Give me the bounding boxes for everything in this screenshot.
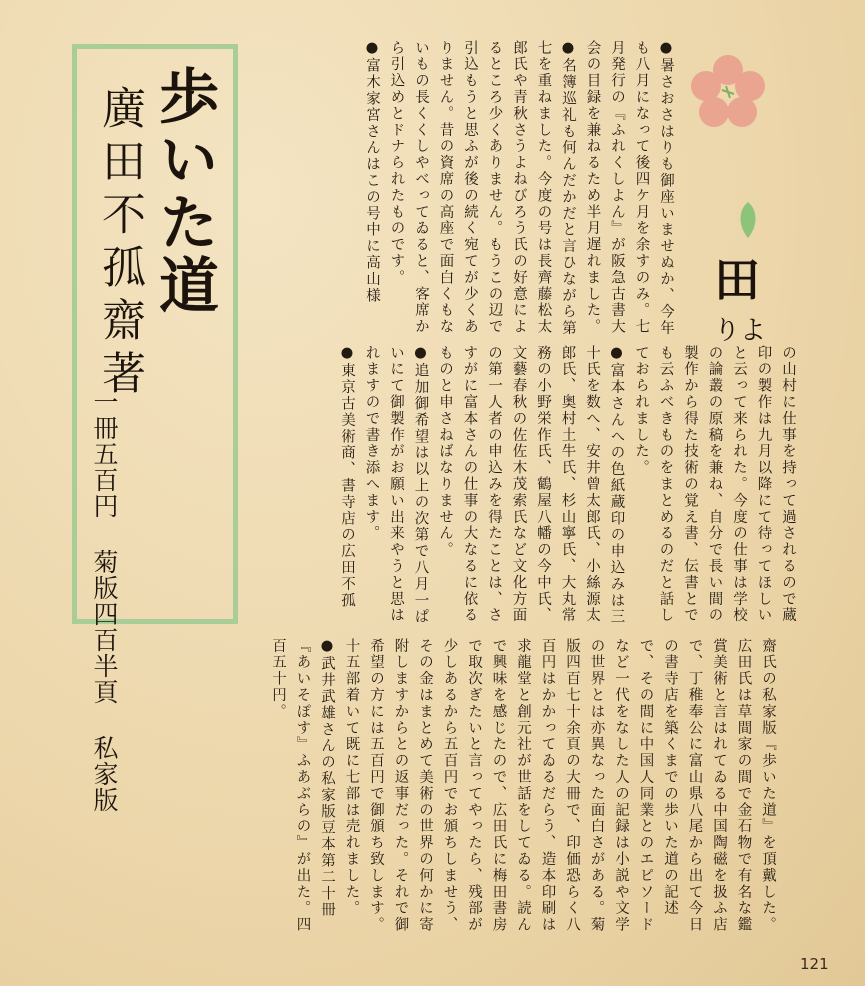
paragraph-bottom: [180, 638, 780, 938]
paragraph-9: ●武井武雄さんの私家版豆本第二十冊『あいそぽす』ふあぶらの』が出た。四百五十円。: [270, 638, 335, 934]
book-ad-frame: [72, 44, 238, 813]
paragraph-middle: [270, 345, 800, 635]
paragraph-5: ●富本さんへの色紙蔵印の申込みは三十氏を数へ、安井曾太郎氏、小絲源太郎氏、奥村土牛氏、杉山寧氏、大丸常務の小野栄作氏、鶴屋八幡の今中氏、文藝春秋の佐佐木茂索氏など文化方面の第一人者の申込みを得たことは、さすがに富本さんの仕事の大なるに依るものと申さねばなりません。: [437, 345, 625, 626]
page-number: 121: [800, 955, 829, 973]
paragraph-7: ●東京古美術商、書寺店の広田不孤: [339, 345, 355, 609]
column-glyph: 田: [714, 253, 760, 307]
column-header: [714, 200, 768, 347]
paragraph-4: の山村に仕事を持って過されるので蔵印の製作は九月以降にて待ってほしいと云って来られた。今度の仕事は学校の論叢の原稿を兼ね、自分で長い間の製作から得た技術の覚え書、伝書とでも云ふべきものをまとめるのだと話しておられました。: [633, 345, 796, 624]
flower-decoration: [688, 52, 768, 132]
paragraph-1: ●暑さおさはりも御座いませぬか、今年も八月になって後四ケ月を余すのみ。七月発行の『ふれくしよん』が阪急古書大会の目録を兼ねるため半月遅れました。: [584, 40, 674, 337]
paragraph-6: ●追加御希望は以上の次第で八月一ぱいにて御製作がお願い出来やうと思はれますので書き添へます。: [363, 345, 429, 626]
paragraph-3: ●富木家宮さんはこの号中に高山様: [364, 40, 380, 304]
book-title: 歩いた道: [149, 65, 219, 317]
paragraph-2: ●名簿巡礼も何んだかだと言ひながら第七を重ねました。今度の号は長齊藤松太郎氏や青秋さうよねびろう氏の好意によるところ少くありません。もうこの辺で引込もうと思ふが後の続く宛てが少くありません。昔の資席の高座で面白くもないもの長くくしやべってゐると、客席から引込めとドナられたものです。: [388, 40, 576, 337]
leaf-icon: [728, 200, 768, 240]
book-format: 一冊五百円 菊版四百半頁 私家版: [90, 389, 119, 813]
paragraph-8: 齋氏の私家版『歩いた道』を頂戴した。広田氏は草間家の間で金石物で有名な鑑賞美術と言はれてゐる中国陶磁を扱ふ店で、丁稚奉公に富山県八尾から出て今日の書寺店を築くまでの歩いた道の記述で、その間に中国人同業とのエピソードなど一代をなした人の記録は小説や文学の世界とは亦異なった面白さがある。菊版四百七十余頁の大冊で、印価恐らく八百円はかかってゐるだらう、造本印刷は求龍堂と創元社が世話をしてゐる。読んで興味を感じたので、広田氏に梅田書房で取次ぎたいと言ってやったら、残部が少しあるから五百円でお頒ちしませう、その金はまとめて美術の世界の何かに寄附しますからとの返事だった。それで御希望の方には五百円で御頒ち致します。十五部着いて既に七部は売れました。: [343, 638, 776, 934]
book-author: 廣田不孤齋著: [94, 85, 145, 403]
paragraph-top: [268, 40, 678, 345]
column-sub: りよ: [714, 316, 767, 346]
